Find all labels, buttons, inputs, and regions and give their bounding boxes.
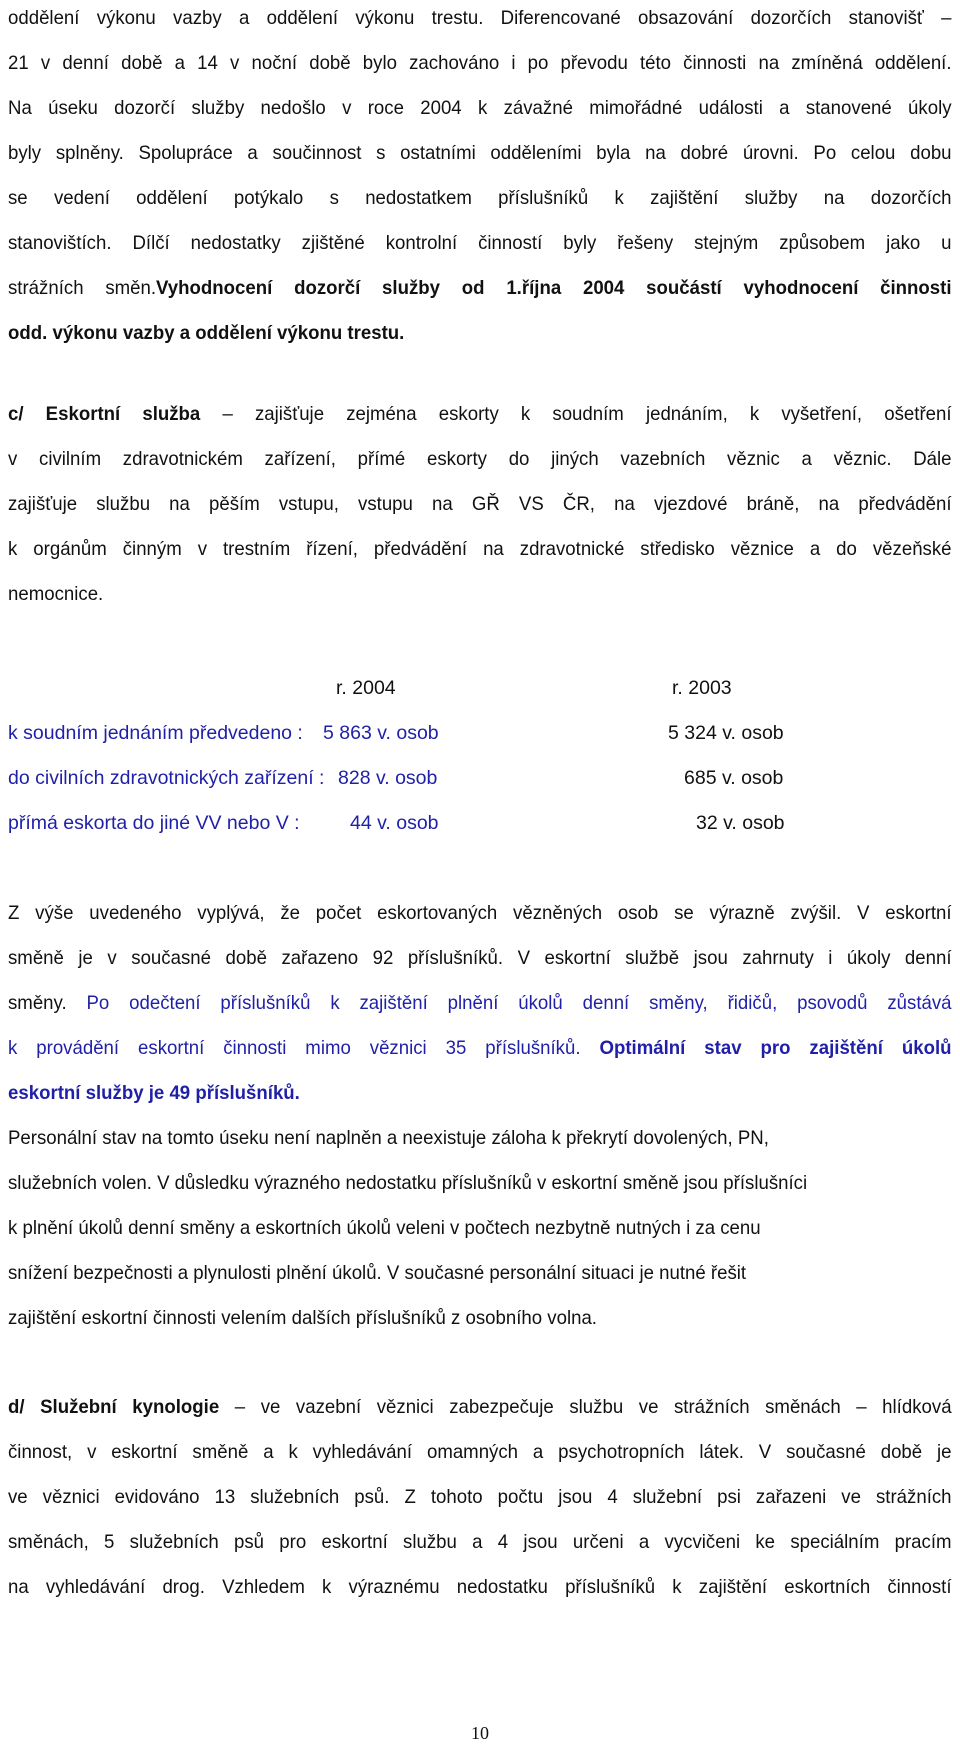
table-row: [8, 801, 952, 846]
value-2004: 5 863 v. osob: [323, 722, 439, 744]
text-line: snížení bezpečnosti a plynulosti plnění úkolů. V současné personální situaci je nutné řešit: [8, 1262, 747, 1284]
text-line: k orgánům činným v trestním řízení, předvádění na zdravotnické středisko věznice a do vězeňské: [8, 538, 952, 560]
section-heading: c/ Eskortní služba: [8, 403, 201, 425]
value-2004: 44 v. osob: [350, 812, 439, 834]
highlighted-text: Po odečtení příslušníků k zajištění plnění úkolů denní směny, řidičů, psovodů zůstává: [86, 992, 952, 1014]
text-line: činnost, v eskortní směně a k vyhledávání omamných a psychotropních látek. V současné době je: [8, 1441, 952, 1463]
text-line: nemocnice.: [8, 583, 104, 605]
table-row: [8, 756, 952, 801]
text-line: se vedení oddělení potýkalo s nedostatkem příslušníků k zajištění služby na dozorčích: [8, 187, 952, 209]
text-line: k plnění úkolů denní směny a eskortních úkolů veleni v počtech nezbytně nutných i za cenu: [8, 1217, 761, 1239]
text-line: v civilním zdravotnickém zařízení, přímé eskorty do jiných vazebních věznic a věznic. Dále: [8, 448, 952, 470]
value-2004: 828 v. osob: [338, 767, 438, 789]
year-2003-header: r. 2003: [672, 677, 732, 699]
text-fragment: směny.: [8, 992, 87, 1014]
text-line: stanovištích. Dílčí nedostatky zjištěné kontrolní činností byly řešeny stejným způsobem jako u: [8, 232, 952, 254]
row-label: do civilních zdravotnických zařízení :: [8, 767, 325, 789]
table-header: [8, 666, 952, 711]
bold-conclusion-end: odd. výkonu vazby a oddělení výkonu trestu.: [8, 322, 405, 344]
value-2003: 685 v. osob: [684, 767, 784, 789]
text-line: Personální stav na tomto úseku není naplněn a neexistuje záloha k překrytí dovolených, PN,: [8, 1127, 769, 1149]
text-line: směně je v současné době zařazeno 92 příslušníků. V eskortní službě jsou zahrnuty i úkoly denní: [8, 947, 952, 969]
text-line: ve věznici evidováno 13 služebních psů. Z tohoto počtu jsou 4 služební psi zařazeni ve strážních: [8, 1486, 952, 1508]
page-number: 10: [471, 1723, 489, 1743]
optimal-state-text: Optimální stav pro zajištění úkolů: [599, 1037, 952, 1059]
text-line: zajišťuje službu na pěším vstupu, vstupu na GŘ VS ČR, na vjezdové bráně, na předvádění: [8, 493, 952, 515]
text-line: [8, 1026, 952, 1071]
summary-paragraph: [8, 891, 952, 1116]
text-line: byly splněny. Spolupráce a součinnost s ostatními odděleními byla na dobré úrovni. Po celou dobu: [8, 142, 952, 164]
text-fragment: strážních směn.: [8, 277, 157, 299]
text-line: směnách, 5 služebních psů pro eskortní službu a 4 jsou určeni a vycvičeni ke speciálním pracím: [8, 1531, 952, 1553]
eskortni-sluzba-paragraph: [8, 392, 952, 617]
text-line: Z výše uvedeného vyplývá, že počet eskortovaných vězněných osob se výrazně zvýšil. V eskortní: [8, 902, 952, 924]
text-line: služebních volen. V důsledku výrazného nedostatku příslušníků v eskortní směně jsou příslušníci: [8, 1172, 808, 1194]
value-2003: 5 324 v. osob: [668, 722, 784, 744]
dozorci-sluzba-paragraph: [8, 0, 952, 356]
text-fragment: – zajišťuje zejména eskorty k soudním jednáním, k vyšetření, ošetření: [200, 403, 952, 425]
optimal-state-text-end: eskortní služby je 49 příslušníků.: [8, 1082, 300, 1104]
text-line: zajištění eskortní činnosti velením dalších příslušníků z osobního volna.: [8, 1307, 597, 1329]
bold-conclusion: Vyhodnocení dozorčí služby od 1.října 2004 součástí vyhodnocení činnosti: [156, 277, 952, 299]
text-line: na vyhledávání drog. Vzhledem k výraznému nedostatku příslušníků k zajištění eskortních činností: [8, 1576, 952, 1598]
text-line: [8, 981, 952, 1026]
row-label: přímá eskorta do jiné VV nebo V :: [8, 812, 300, 834]
text-line: [8, 1385, 952, 1430]
section-heading: d/ Služební kynologie: [8, 1396, 220, 1418]
value-2003: 32 v. osob: [696, 812, 785, 834]
text-line: [8, 392, 952, 437]
highlighted-text: k provádění eskortní činnosti mimo věznici 35 příslušníků.: [8, 1037, 600, 1059]
text-line: Na úseku dozorčí služby nedošlo v roce 2004 k závažné mimořádné události a stanovené úkoly: [8, 97, 952, 119]
row-label: k soudním jednáním předvedeno :: [8, 722, 303, 744]
year-2004-header: r. 2004: [336, 677, 396, 699]
text-fragment: – ve vazební věznici zabezpečuje službu ve strážních směnách – hlídková: [219, 1396, 952, 1418]
text-line: 21 v denní době a 14 v noční době bylo zachováno i po převodu této činnosti na zmíněná oddělení.: [8, 52, 952, 74]
text-line: [8, 266, 952, 311]
personnel-paragraph: [8, 1116, 952, 1341]
kynologie-paragraph: [8, 1385, 952, 1610]
table-row: [8, 711, 952, 756]
text-line: oddělení výkonu vazby a oddělení výkonu trestu. Diferencované obsazování dozorčích stanovišť –: [8, 7, 952, 29]
